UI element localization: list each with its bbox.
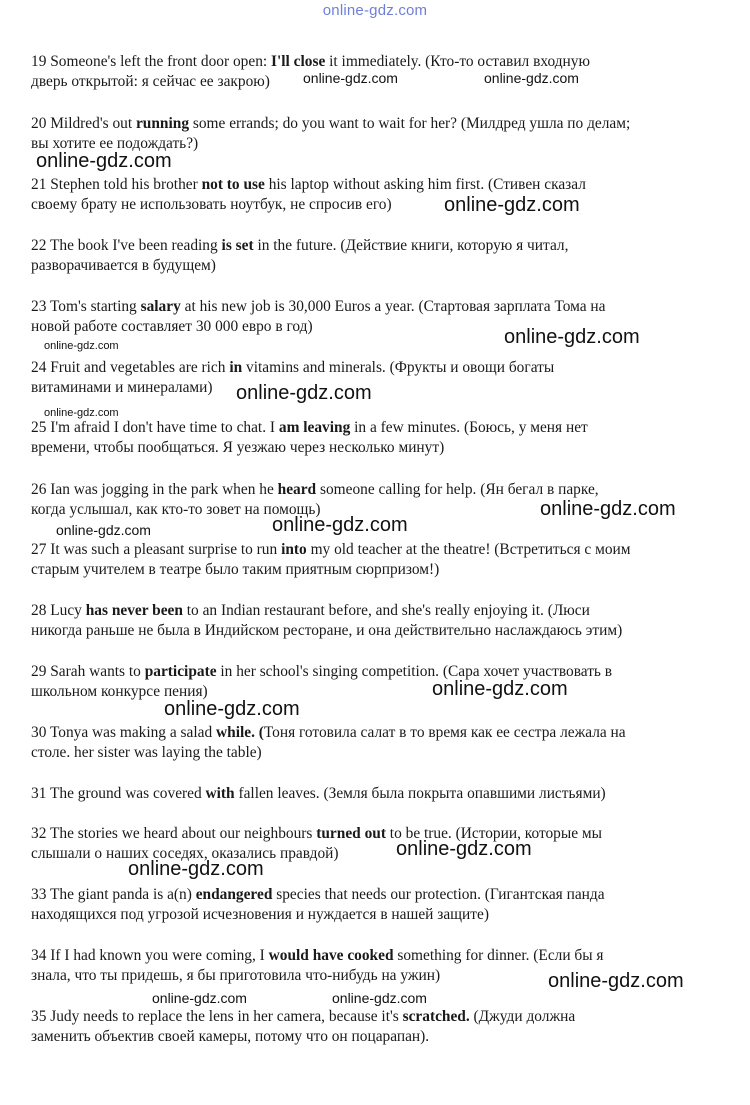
item-answer: endangered [195,886,273,903]
item-text: If I had known you were coming, I [50,947,269,964]
item-text: Ian was jogging in the park when he [50,481,278,498]
exercise-item [31,175,721,215]
item-text: Fruit and vegetables are rich [50,359,230,376]
exercise-item [31,358,721,398]
item-translation: никогда раньше не была в Индийском ресторане, и она действительно наслаждаюсь этим) [31,622,623,639]
item-answer: salary [140,298,181,315]
item-translation: школьном конкурсе пения) [31,683,208,700]
item-text: Stephen told his brother [50,176,202,193]
watermark: online-gdz.com [56,522,151,538]
item-translation: старым учителем в театре было таким приятным сюрпризом!) [31,561,440,578]
item-answer: would have cooked [268,947,394,964]
watermark: online-gdz.com [484,70,579,86]
watermark: online-gdz.com [128,858,264,880]
item-text: my old teacher at the theatre! (Встретиться с моим [306,541,631,558]
watermark: online-gdz.com [432,678,568,700]
item-text: something for dinner. (Если бы я [393,947,604,964]
watermark: online-gdz.com [36,150,172,172]
item-answer: scratched. [402,1008,470,1025]
item-translation: новой работе составляет 30 000 евро в год) [31,318,313,335]
item-text: it immediately. (Кто-то оставил входную [325,53,590,70]
item-translation: витаминами и минералами) [31,379,213,396]
item-text: someone calling for help. (Ян бегал в парке, [316,481,599,498]
item-number: 22 [31,237,47,254]
item-number: 25 [31,419,47,436]
watermark: online-gdz.com [540,498,676,520]
item-answer: turned out [316,825,386,842]
item-number: 20 [31,115,47,132]
item-text: Tonya was making a salad [49,724,217,741]
item-number: 27 [31,541,47,558]
item-translation: времени, чтобы пообщаться. Я уезжаю через несколько минут) [31,439,445,456]
item-translation: разворачивается в будущем) [31,257,216,274]
item-number: 31 [31,785,47,802]
exercise-item [31,723,721,763]
watermark: online-gdz.com [504,326,640,348]
item-text: I'm afraid I don't have time to chat. I [50,419,279,436]
watermark: online-gdz.com [548,970,684,992]
item-translation: дверь открытой: я сейчас ее закрою) [31,73,270,90]
item-text: his laptop without asking him first. (Стивен сказал [264,176,586,193]
item-translation: своему брату не использовать ноутбук, не спросив его) [31,196,392,213]
item-number: 26 [31,481,47,498]
watermark: online-gdz.com [164,698,300,720]
watermark: online-gdz.com [303,70,398,86]
item-text: Sarah wants to [50,663,145,680]
watermark: online-gdz.com [236,382,372,404]
item-text: some errands; do you want to wait for her? (Милдред ушла по делам; [189,115,631,132]
watermark: online-gdz.com [396,838,532,860]
item-text: Someone's left the front door open: [50,53,272,70]
item-number: 29 [31,663,47,680]
item-translation: находящихся под угрозой исчезновения и нуждается в нашей защите) [31,906,489,923]
item-number: 23 [31,298,47,315]
item-translation: вы хотите ее подождать?) [31,135,199,152]
item-text: in a few minutes. (Боюсь, у меня нет [350,419,588,436]
exercise-item [31,1007,721,1047]
item-answer: while. ( [216,724,264,741]
exercise-item [31,784,721,804]
item-text: It was such a pleasant surprise to run [50,541,282,558]
item-answer: with [205,785,235,802]
item-number: 34 [31,947,47,964]
item-text: vitamins and minerals. (Фрукты и овощи богаты [242,359,555,376]
item-text: in her school's singing competition. (Сара хочет участвовать в [216,663,613,680]
item-text: Judy needs to replace the lens in her camera, because it's [50,1008,403,1025]
item-translation: знала, что ты придешь, я бы приготовила что-нибудь на ужин) [31,967,441,984]
item-text: Mildred's out [50,115,136,132]
item-text: Тоня готовила салат в то время как ее сестра лежала на [263,724,626,741]
exercise-item [31,540,721,580]
item-answer: is set [221,237,254,254]
item-text: (Джуди должна [469,1008,576,1025]
item-answer: I'll close [271,53,326,70]
item-number: 32 [31,825,47,842]
exercise-item [31,662,721,702]
item-text: fallen leaves. (Земля была покрыта опавшими листьями) [234,785,606,802]
item-translation: заменить объектив своей камеры, потому что он поцарапан). [31,1028,430,1045]
item-answer: running [135,115,190,132]
item-text: in the future. (Действие книги, которую я читал, [253,237,569,254]
item-text: The book I've been reading [49,237,222,254]
item-number: 21 [31,176,47,193]
item-text: The giant panda is a(n) [49,886,196,903]
exercise-item [31,114,721,154]
item-answer: in [229,359,243,376]
item-answer: am leaving [278,419,351,436]
item-number: 19 [31,53,47,70]
item-text: to be true. (Истории, которые мы [385,825,602,842]
item-answer: heard [277,481,317,498]
item-translation: слышали о наших соседях, оказались правдой) [31,845,339,862]
item-answer: into [281,541,307,558]
item-number: 24 [31,359,47,376]
watermark: online-gdz.com [44,340,119,352]
item-number: 33 [31,886,47,903]
item-number: 28 [31,602,47,619]
item-text: at his new job is 30,000 Euros a year. (Стартовая зарплата Тома на [180,298,606,315]
item-text: Tom's starting [49,298,141,315]
item-translation: когда услышал, как кто-то зовет на помощь) [31,501,321,518]
watermark: online-gdz.com [44,407,119,419]
item-text: The stories we heard about our neighbours [49,825,317,842]
watermark: online-gdz.com [272,514,408,536]
watermark: online-gdz.com [332,990,427,1006]
exercise-item [31,885,721,925]
item-text: species that needs our protection. (Гигантская панда [272,886,605,903]
item-answer: has never been [85,602,183,619]
header-watermark: online-gdz.com [322,2,428,19]
exercise-item [31,418,721,458]
item-text: to an Indian restaurant before, and she's really enjoying it. (Люси [182,602,590,619]
watermark: online-gdz.com [444,194,580,216]
item-text: Lucy [50,602,86,619]
item-number: 30 [31,724,47,741]
item-text: The ground was covered [49,785,206,802]
exercise-item [31,236,721,276]
watermark: online-gdz.com [152,990,247,1006]
exercise-item [31,601,721,641]
item-number: 35 [31,1008,47,1025]
item-answer: participate [144,663,217,680]
item-answer: not to use [201,176,265,193]
item-translation: столе. her sister was laying the table) [31,744,262,761]
